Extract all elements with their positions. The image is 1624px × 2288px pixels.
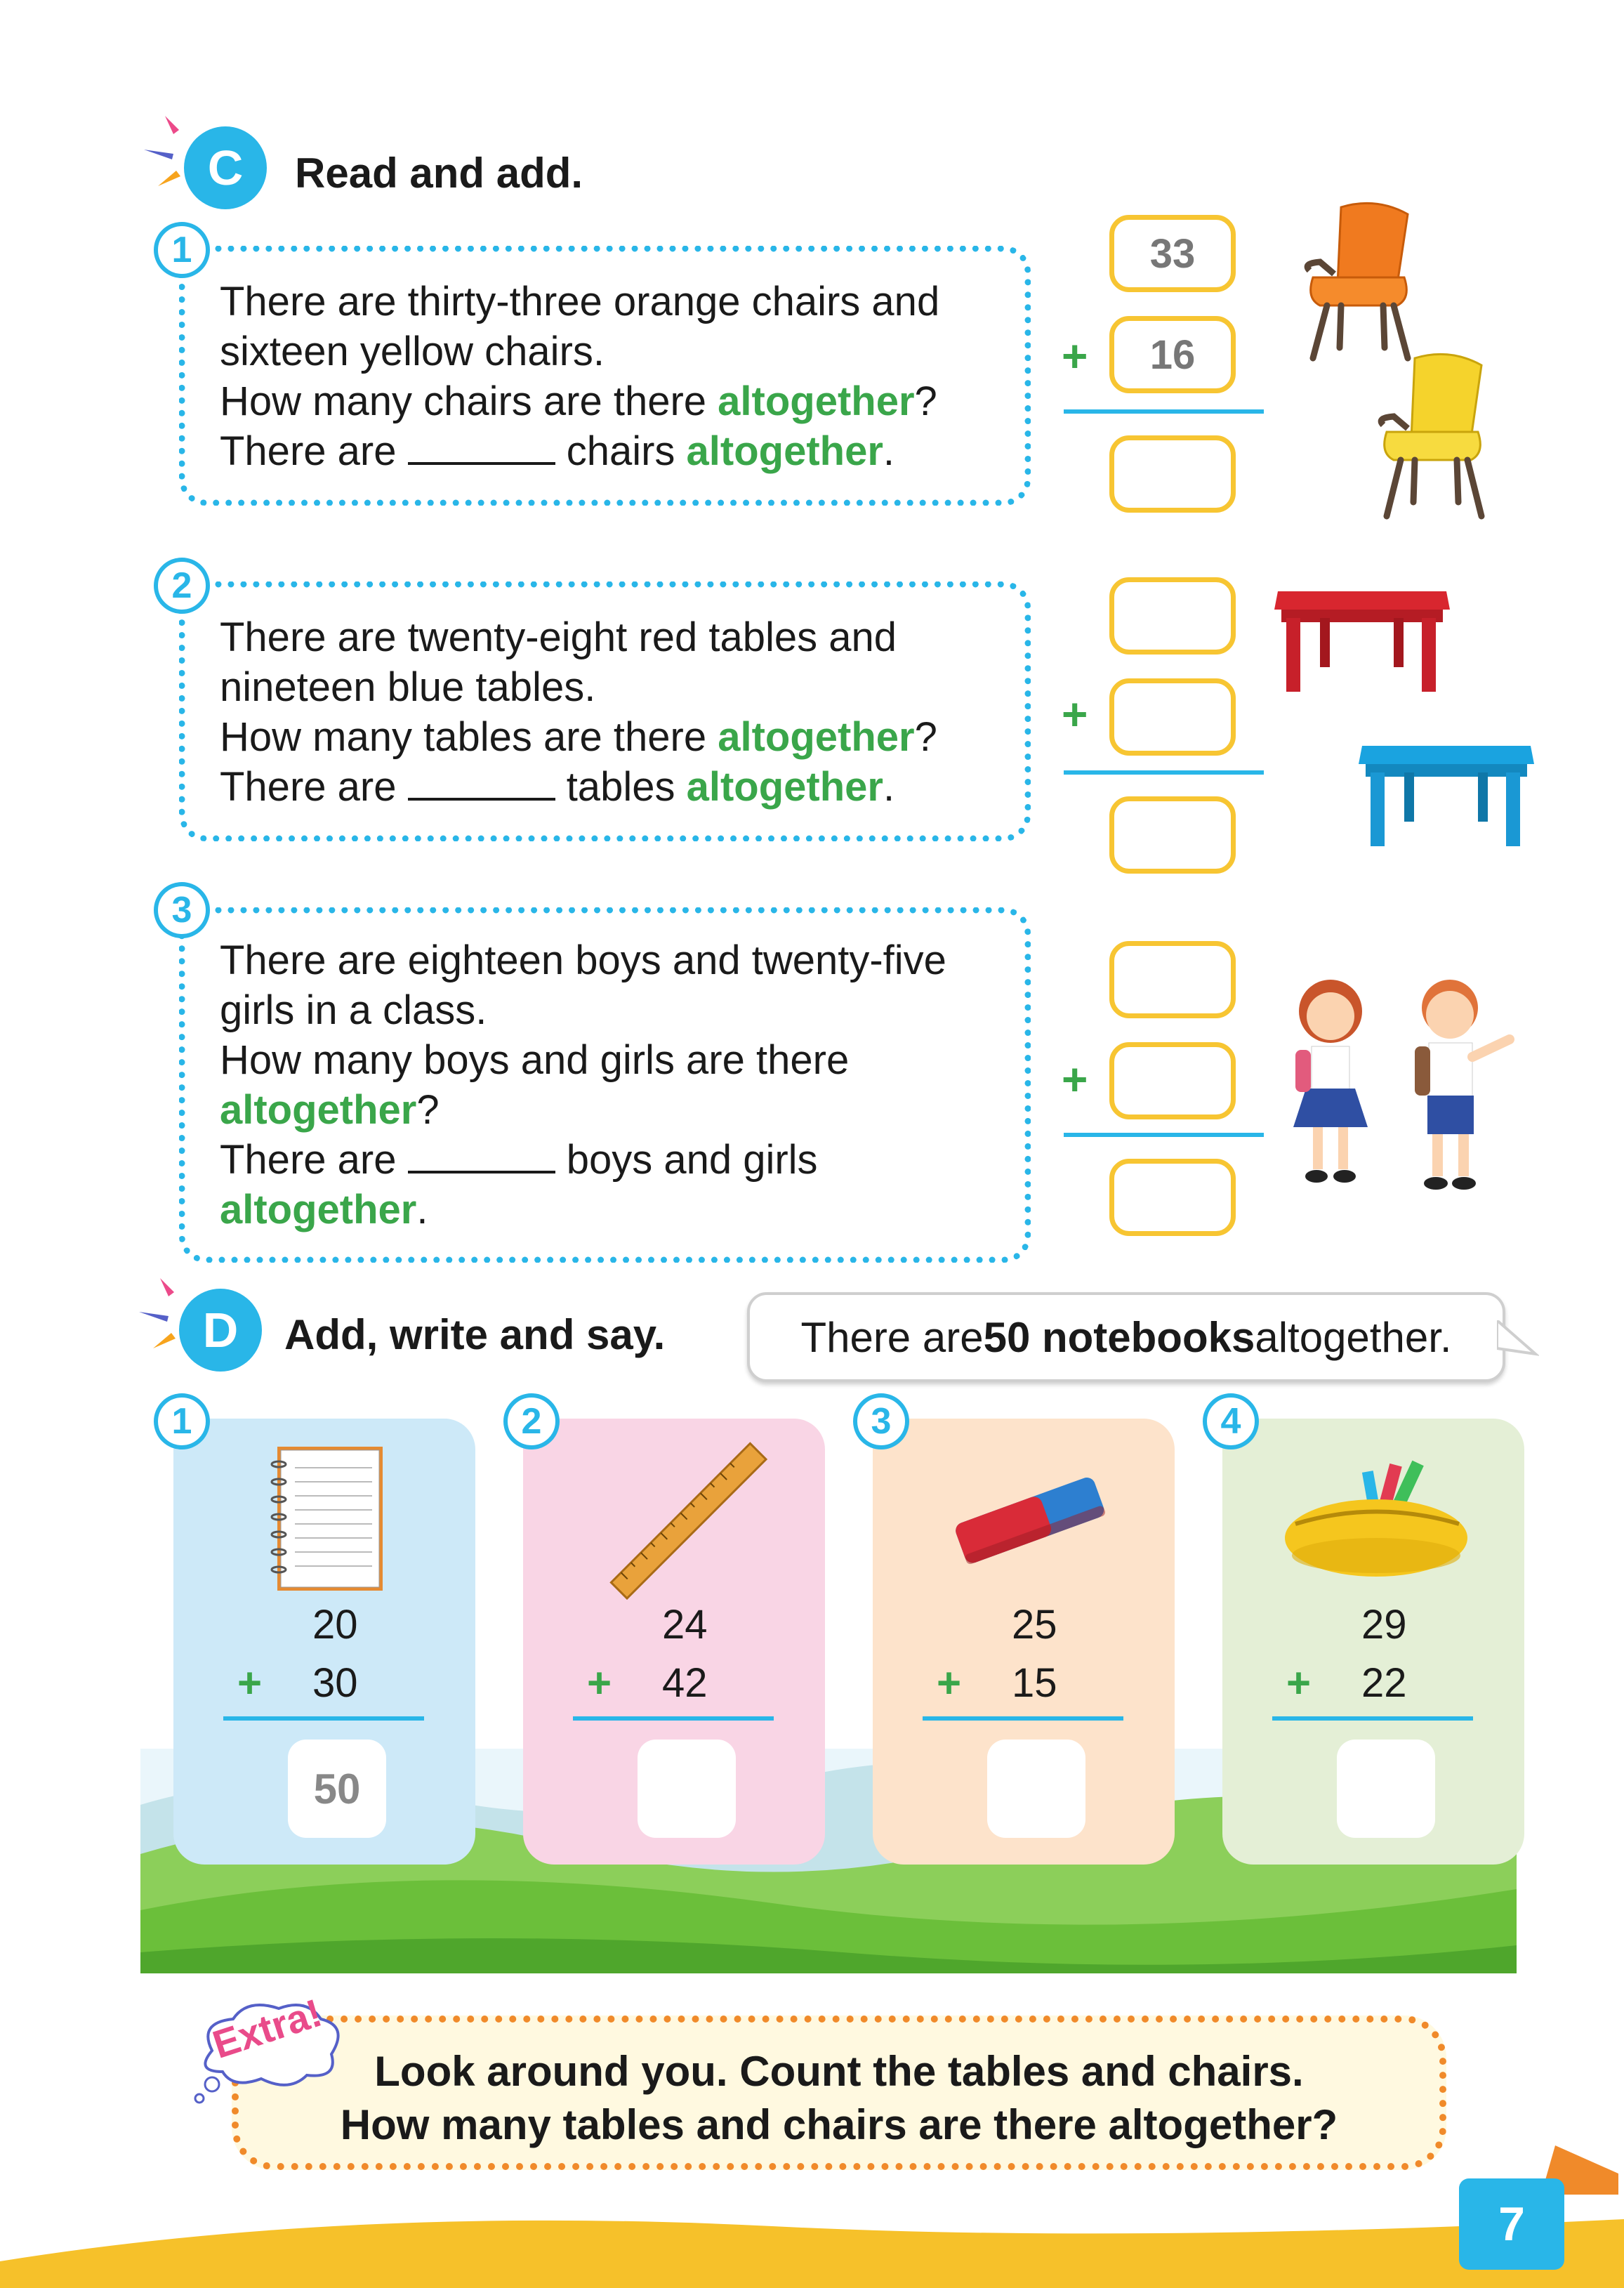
sum-line — [923, 1716, 1123, 1721]
extra-text: Look around you. Count the tables and chairs. How many tables and chairs are there altogether? — [340, 2048, 1338, 2148]
girl-student-icon — [1278, 973, 1383, 1190]
plus-sign: + — [587, 1659, 612, 1707]
blue-table-icon — [1355, 737, 1538, 850]
pencil-case-icon — [1278, 1450, 1474, 1584]
question-number: 3 — [154, 882, 210, 938]
addend: 22 — [1361, 1660, 1407, 1706]
sum-line — [1272, 1716, 1473, 1721]
addend-box[interactable] — [1109, 577, 1236, 655]
answer-box[interactable] — [1337, 1740, 1435, 1838]
answer-box[interactable] — [987, 1740, 1085, 1838]
addend: 42 — [662, 1660, 708, 1706]
card-number: 3 — [853, 1393, 909, 1449]
sum-line — [1064, 409, 1264, 414]
plus-sign: + — [1062, 689, 1088, 739]
addend-box[interactable] — [1109, 941, 1236, 1018]
speech-bubble: There are 50 notebooks altogether. — [747, 1292, 1505, 1382]
question-text: There are twenty-eight red tables and nineteen blue tables. How many tables are there altogether? There are tables altogether. — [220, 614, 937, 810]
answer-blank[interactable] — [408, 427, 555, 465]
question-text: There are thirty-three orange chairs and sixteen yellow chairs. How many chairs are there altogether? There are chairs altogether. — [220, 279, 940, 474]
question-number: 2 — [154, 558, 210, 614]
answer-box[interactable] — [1109, 796, 1236, 874]
card-number: 2 — [503, 1393, 560, 1449]
addend: 30 — [312, 1660, 358, 1706]
sum-line — [1064, 1133, 1264, 1137]
question-text: There are eighteen boys and twenty-five girls in a class. How many boys and girls are there altogether? There are boys and girls altogether. — [220, 938, 946, 1232]
addend: 25 — [1012, 1602, 1057, 1648]
plus-sign: + — [1286, 1659, 1312, 1707]
card-number: 4 — [1203, 1393, 1259, 1449]
answer-box[interactable] — [1109, 1159, 1236, 1236]
answer-blank[interactable] — [408, 763, 555, 801]
addend: 15 — [1012, 1660, 1057, 1706]
addend-box: 33 — [1109, 215, 1236, 292]
sum-line — [223, 1716, 424, 1721]
extra-label: Extra! — [207, 1990, 327, 2067]
sum-line — [1064, 770, 1264, 775]
card-number: 1 — [154, 1393, 210, 1449]
addend-box[interactable] — [1109, 678, 1236, 756]
addend-box: 16 — [1109, 316, 1236, 393]
answer-box[interactable] — [1109, 435, 1236, 513]
section-title: Read and add. — [295, 150, 583, 197]
red-table-icon — [1271, 583, 1453, 695]
ruler-icon — [604, 1436, 772, 1605]
section-badge: C — [184, 126, 267, 209]
addend: 29 — [1361, 1602, 1407, 1648]
question-number: 1 — [154, 222, 210, 278]
page-number: 7 — [1459, 2178, 1564, 2270]
section-title: Add, write and say. — [284, 1311, 666, 1358]
orange-chair-icon — [1299, 200, 1425, 362]
plus-sign: + — [937, 1659, 962, 1707]
sum-line — [573, 1716, 774, 1721]
answer-blank[interactable] — [408, 1136, 555, 1173]
boy-student-icon — [1394, 973, 1534, 1197]
plus-sign: + — [1062, 1054, 1088, 1105]
eraser-icon — [944, 1461, 1113, 1573]
section-badge: D — [179, 1289, 262, 1372]
speech-tail-icon — [1497, 1320, 1539, 1362]
addend-box[interactable] — [1109, 1042, 1236, 1119]
answer-box[interactable]: 50 — [288, 1740, 386, 1838]
addend: 24 — [662, 1602, 708, 1648]
footer-wave — [0, 2177, 1624, 2288]
addend: 20 — [312, 1602, 358, 1648]
answer-box[interactable] — [638, 1740, 736, 1838]
plus-sign: + — [1062, 331, 1088, 381]
notebook-icon — [263, 1443, 386, 1594]
plus-sign: + — [237, 1659, 263, 1707]
yellow-chair-icon — [1373, 351, 1499, 520]
